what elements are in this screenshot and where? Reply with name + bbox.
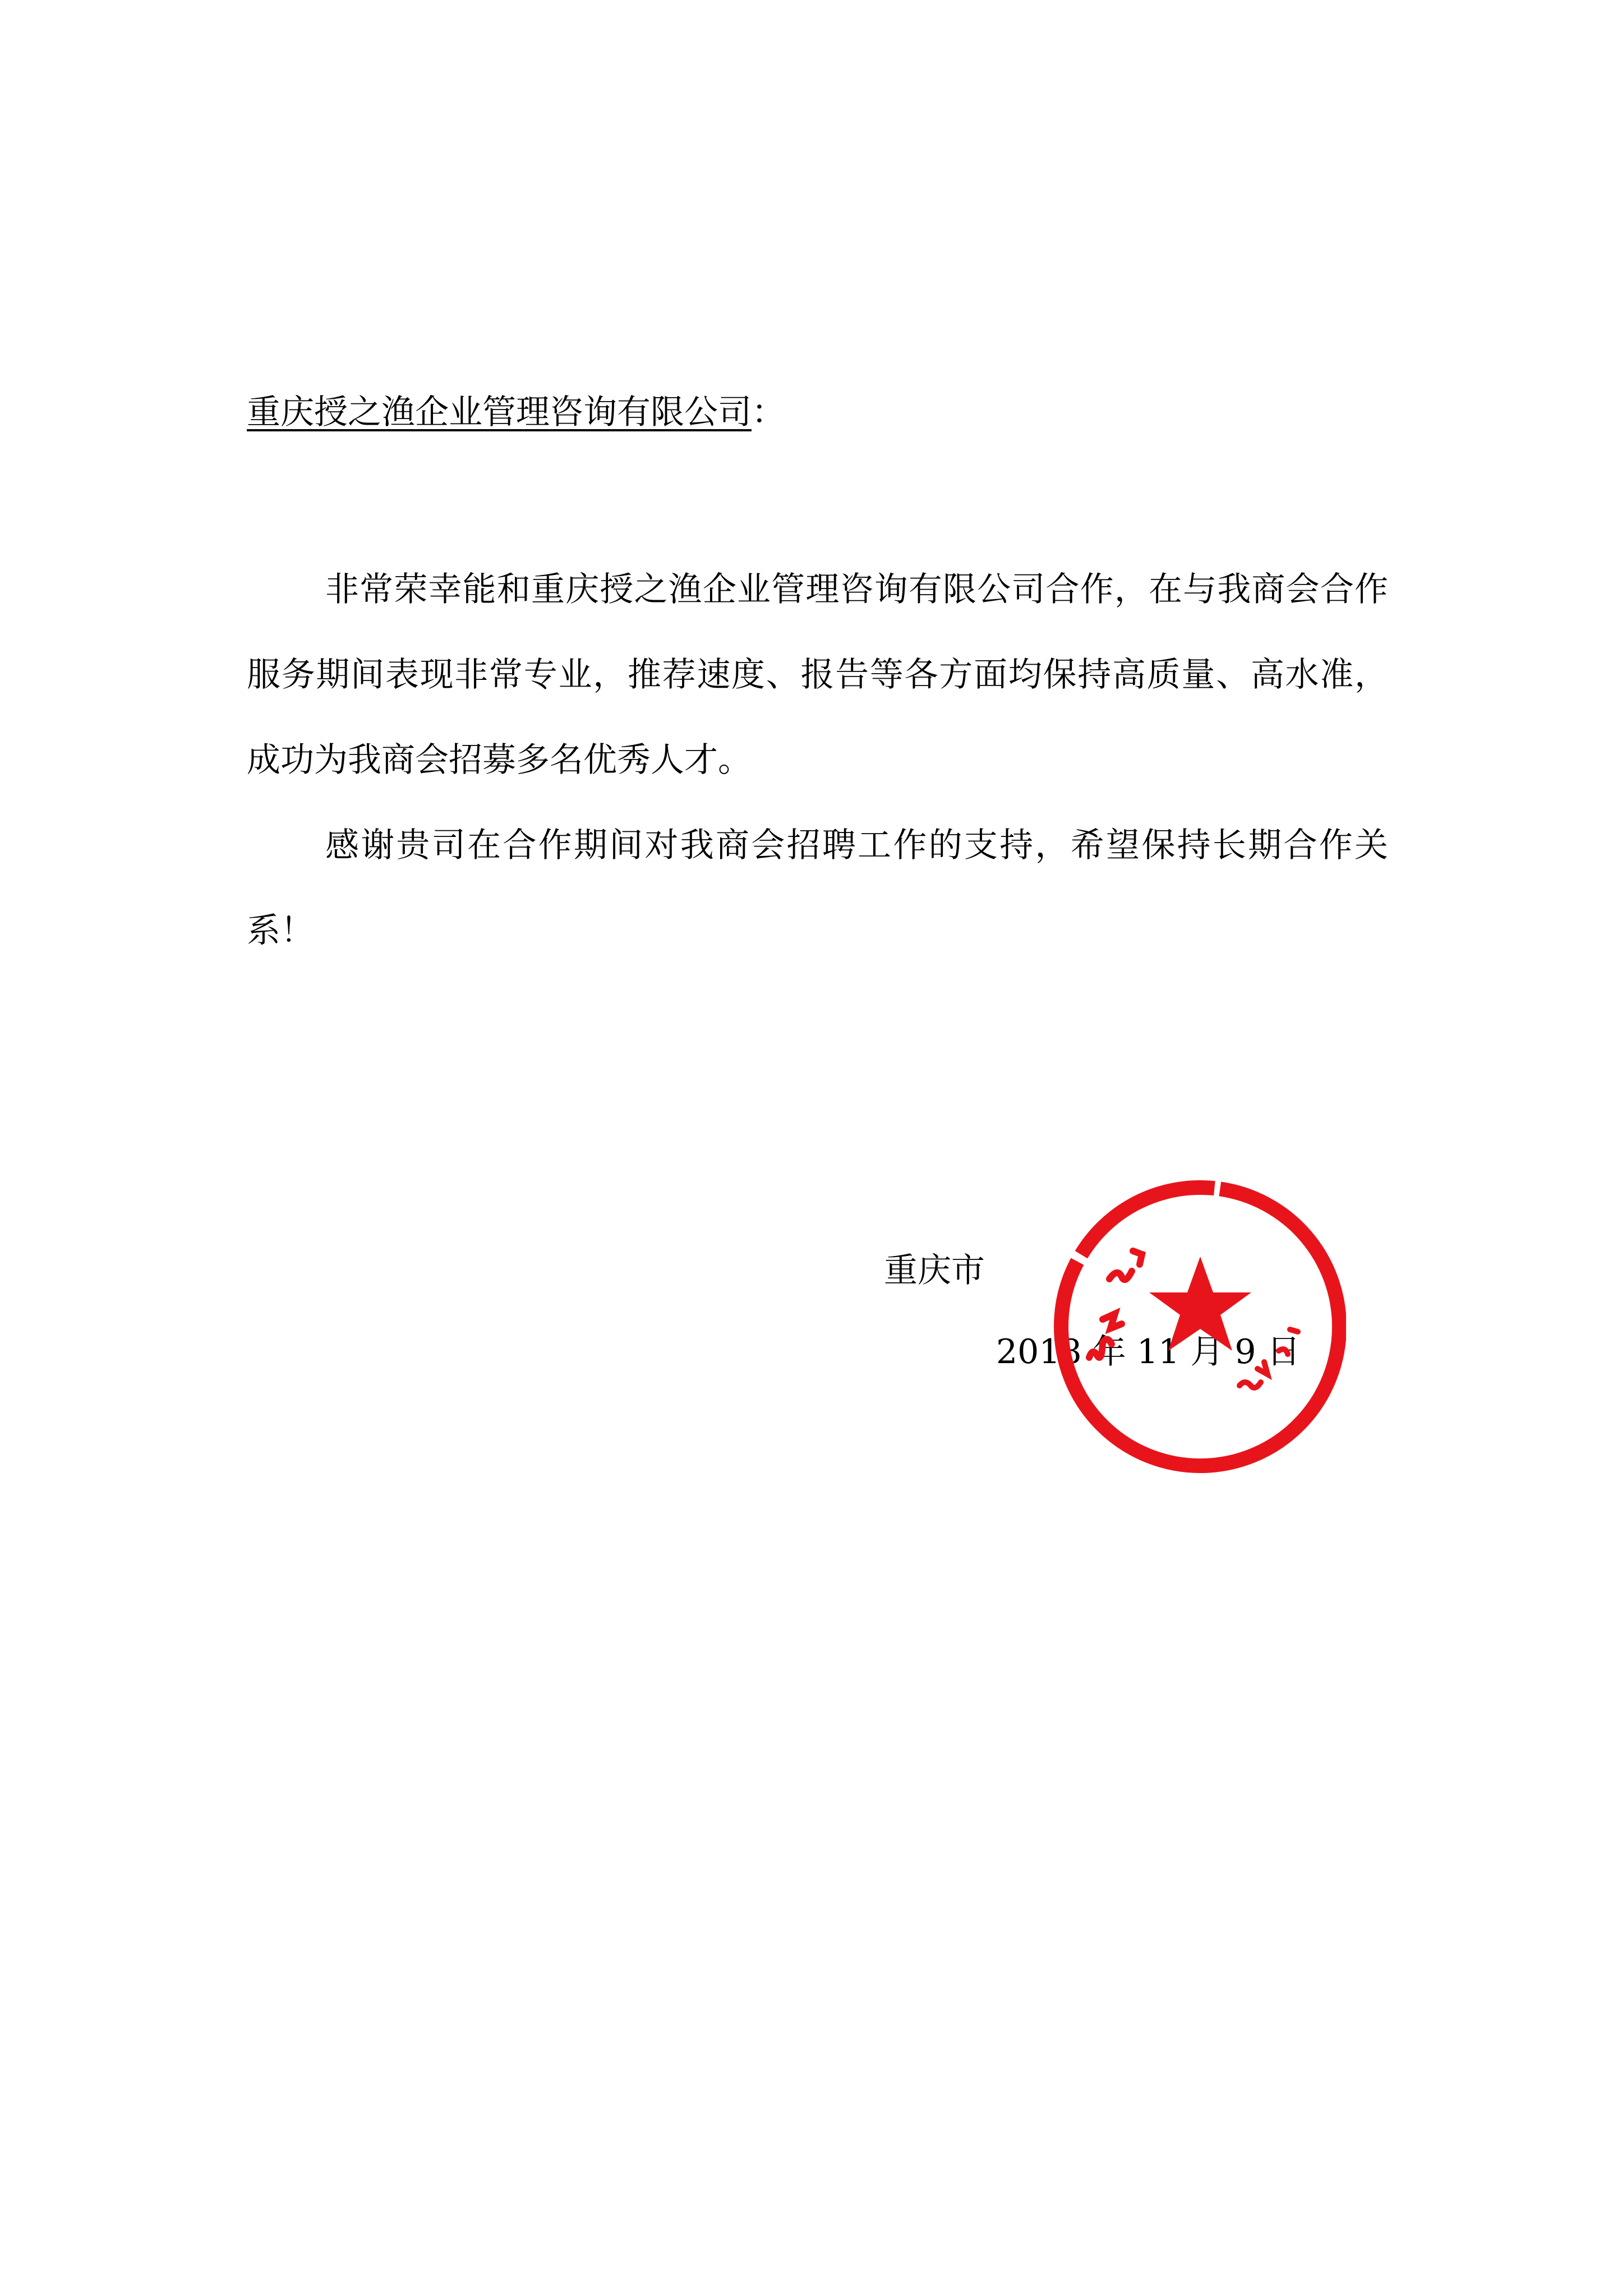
salutation	[247, 381, 785, 443]
body-paragraph: 感谢贵司在合作期间对我商会招聘工作的支持，希望保持长期合作关系！	[247, 826, 1388, 950]
signature-organization: 重庆市	[884, 1251, 985, 1290]
addressee-name: 重庆授之渔企业管理咨询有限公司	[247, 393, 752, 432]
letter-date: 2018 年 11 月 9 日	[996, 1332, 1301, 1372]
body-paragraph: 非常荣幸能和重庆授之渔企业管理咨询有限公司合作，在与我商会合作服务期间表现非常专业，推荐速度、报告等各方面均保持高质量、高水准，成功为我商会招募多名优秀人才。	[247, 570, 1388, 780]
letter-body	[247, 547, 1388, 973]
salutation-colon: ：	[752, 393, 785, 432]
red-star-seal-icon	[1049, 1172, 1346, 1475]
